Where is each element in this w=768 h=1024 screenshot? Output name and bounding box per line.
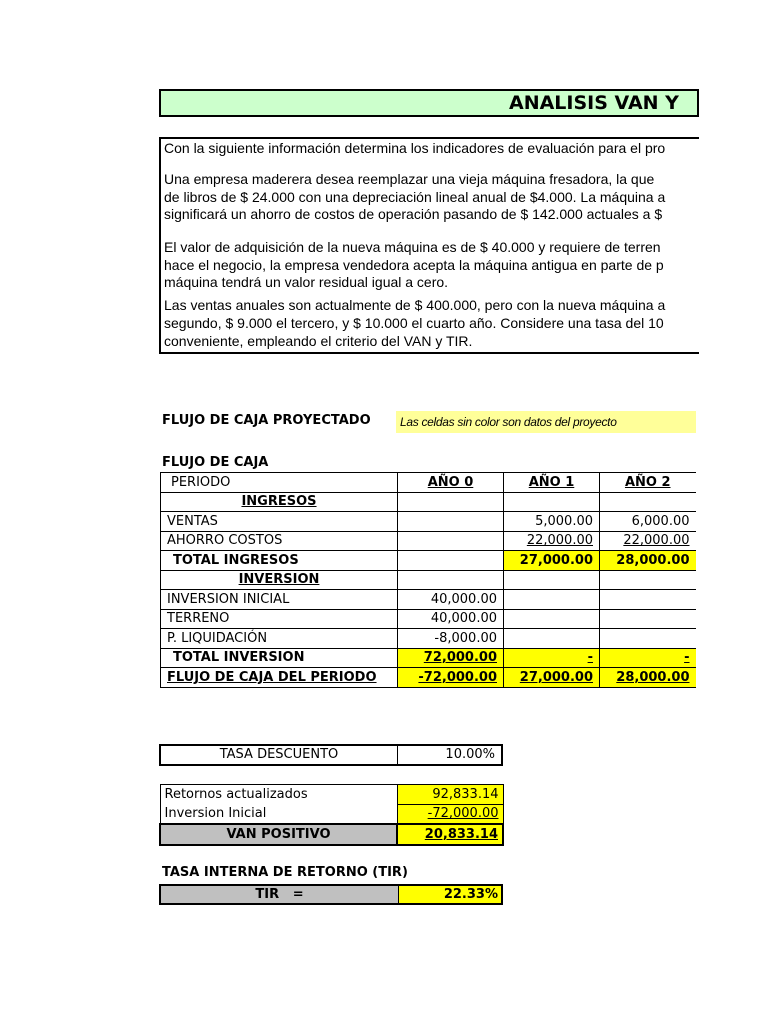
row-label[interactable]: AHORRO COSTOS — [161, 531, 398, 551]
cell[interactable]: 27,000.00 — [504, 551, 600, 571]
retornos-value[interactable]: 92,833.14 — [397, 785, 503, 805]
description-line: Una empresa maderera desea reemplazar una vieja máquina fresadora, la que — [164, 171, 655, 187]
year-1-header[interactable]: AÑO 1 — [504, 473, 600, 493]
description-line: conveniente, empleando el criterio del VAN y TIR. — [164, 333, 473, 349]
table-row — [161, 473, 696, 493]
row-label[interactable]: FLUJO DE CAJA DEL PERIODO — [161, 668, 398, 688]
cash-flow-table — [160, 472, 696, 688]
description-line: segundo, $ 9.000 el tercero, y $ 10.000 el cuarto año. Considere una tasa del 10 — [164, 315, 664, 331]
row-label[interactable]: TOTAL INGRESOS — [161, 551, 398, 571]
description-line: de libros de $ 24.000 con una depreciación lineal anual de $4.000. La máquina a — [164, 189, 666, 205]
cell[interactable] — [600, 629, 696, 649]
tir-label[interactable]: TIR = — [161, 886, 399, 903]
discount-rate-box — [159, 744, 503, 766]
table-row — [161, 551, 696, 571]
problem-description — [159, 137, 699, 354]
table-row — [161, 629, 696, 649]
cell[interactable] — [600, 570, 696, 590]
inversion-heading[interactable]: INVERSION — [161, 570, 398, 590]
table-row — [161, 668, 696, 688]
inversion-label[interactable]: Inversion Inicial — [160, 804, 397, 824]
discount-rate-value[interactable]: 10.00% — [445, 747, 495, 762]
cell[interactable] — [600, 492, 696, 512]
description-line: máquina tendrá un valor residual igual a cero. — [164, 274, 449, 290]
cell[interactable]: 40,000.00 — [398, 590, 504, 610]
table-row — [161, 590, 696, 610]
year-0-header[interactable]: AÑO 0 — [398, 473, 504, 493]
row-label[interactable]: P. LIQUIDACIÓN — [161, 629, 398, 649]
tir-value[interactable]: 22.33% — [399, 886, 501, 903]
van-result-value[interactable]: 20,833.14 — [397, 824, 503, 845]
description-line: El valor de adquisición de la nueva máquina es de $ 40.000 y requiere de terren — [164, 239, 661, 255]
table-row — [161, 570, 696, 590]
cell[interactable] — [504, 590, 600, 610]
van-table — [159, 784, 504, 846]
section-label-flujo: FLUJO DE CAJA — [162, 455, 269, 470]
ingresos-heading[interactable]: INGRESOS — [161, 492, 398, 512]
row-label[interactable]: VENTAS — [161, 512, 398, 532]
periodo-label[interactable]: PERIODO — [161, 473, 398, 493]
cell[interactable]: - — [504, 648, 600, 668]
cell[interactable] — [398, 531, 504, 551]
section-label-flujo-proyectado: FLUJO DE CAJA PROYECTADO — [162, 413, 371, 428]
year-2-header[interactable]: AÑO 2 — [600, 473, 696, 493]
page-title: ANALISIS VAN Y — [509, 92, 679, 114]
cell[interactable]: 40,000.00 — [398, 609, 504, 629]
cell[interactable] — [398, 570, 504, 590]
legend-note: Las celdas sin color son datos del proyecto — [396, 411, 696, 433]
cell[interactable] — [398, 512, 504, 532]
inversion-value[interactable]: -72,000.00 — [397, 804, 503, 824]
cell[interactable]: 28,000.00 — [600, 551, 696, 571]
cell[interactable] — [504, 570, 600, 590]
table-row — [161, 492, 696, 512]
cell[interactable]: 6,000.00 — [600, 512, 696, 532]
cell[interactable]: 27,000.00 — [504, 668, 600, 688]
cell[interactable] — [504, 629, 600, 649]
table-row — [161, 531, 696, 551]
table-row — [161, 512, 696, 532]
table-row — [160, 804, 503, 824]
row-label[interactable]: INVERSION INICIAL — [161, 590, 398, 610]
cell[interactable]: 72,000.00 — [398, 648, 504, 668]
description-line: Con la siguiente información determina los indicadores de evaluación para el pro — [164, 140, 666, 156]
table-row — [160, 785, 503, 805]
description-line: significará un ahorro de costos de operación pasando de $ 142.000 actuales a $ — [164, 206, 663, 222]
retornos-label[interactable]: Retornos actualizados — [160, 785, 397, 805]
cell[interactable]: -8,000.00 — [398, 629, 504, 649]
description-line: hace el negocio, la empresa vendedora acepta la máquina antigua en parte de p — [164, 257, 664, 273]
cell[interactable] — [398, 551, 504, 571]
cell[interactable] — [504, 609, 600, 629]
description-line: Las ventas anuales son actualmente de $ 400.000, pero con la nueva máquina a — [164, 297, 666, 313]
tir-box — [159, 884, 503, 905]
table-row — [161, 609, 696, 629]
cell[interactable] — [600, 590, 696, 610]
cell[interactable] — [504, 492, 600, 512]
discount-rate-label[interactable]: TASA DESCUENTO — [161, 746, 398, 764]
cell[interactable] — [600, 609, 696, 629]
row-label[interactable]: TOTAL INVERSION — [161, 648, 398, 668]
cell[interactable]: 22,000.00 — [504, 531, 600, 551]
table-row — [161, 648, 696, 668]
cell[interactable]: - — [600, 648, 696, 668]
van-result-label[interactable]: VAN POSITIVO — [160, 824, 397, 845]
tir-heading: TASA INTERNA DE RETORNO (TIR) — [162, 865, 408, 880]
table-row — [160, 824, 503, 845]
cell[interactable]: 28,000.00 — [600, 668, 696, 688]
cell[interactable] — [398, 492, 504, 512]
cell[interactable]: 22,000.00 — [600, 531, 696, 551]
title-banner — [159, 89, 699, 117]
cell[interactable]: 5,000.00 — [504, 512, 600, 532]
cell[interactable]: -72,000.00 — [398, 668, 504, 688]
row-label[interactable]: TERRENO — [161, 609, 398, 629]
